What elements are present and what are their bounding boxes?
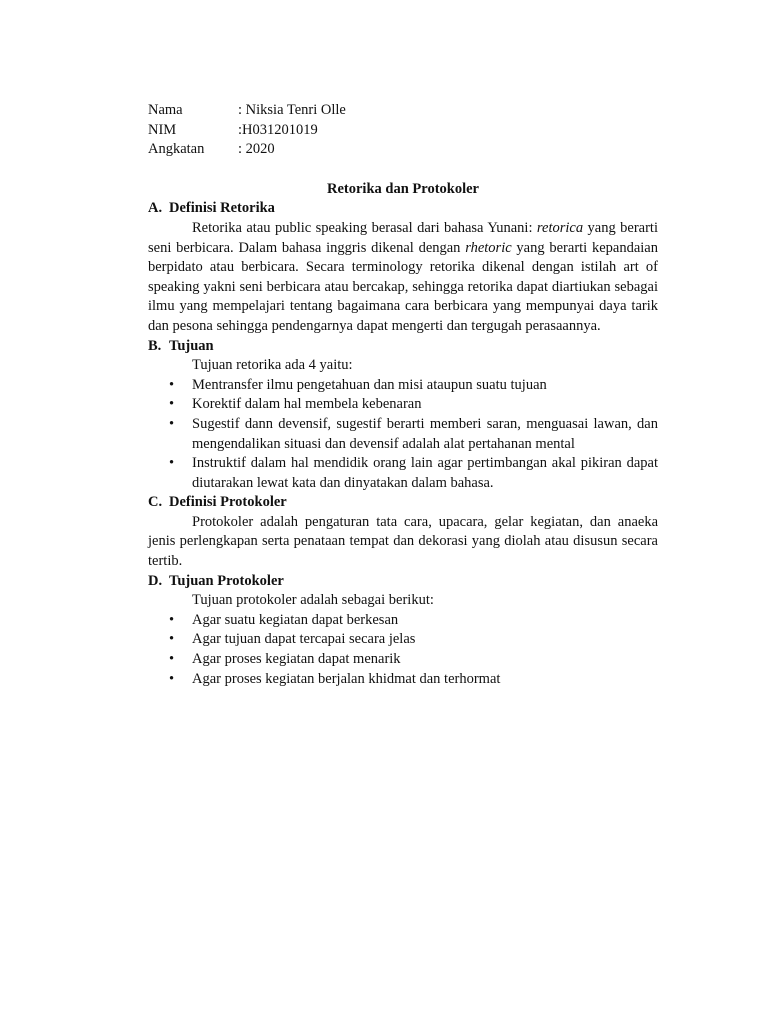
- bullet-icon: •: [169, 376, 175, 393]
- info-value: : Niksia Tenri Olle: [238, 102, 346, 118]
- list-item-text: Mentransfer ilmu pengetahuan dan misi ataupun suatu tujuan: [192, 376, 547, 393]
- section-a-paragraph: [148, 219, 658, 337]
- list-item-text: Agar suatu kegiatan dapat berkesan: [192, 611, 399, 628]
- section-title: Definisi Retorika: [169, 200, 275, 217]
- italic-term: rhetoric: [465, 239, 512, 256]
- list-item: [148, 630, 658, 650]
- bullet-icon: •: [169, 670, 175, 687]
- bullet-icon: •: [169, 415, 175, 432]
- list-item-text: Korektif dalam hal membela kebenaran: [192, 396, 422, 413]
- list-item-text: Agar proses kegiatan dapat menarik: [192, 651, 401, 668]
- info-value: : 2020: [238, 141, 275, 158]
- section-c-heading: [148, 493, 658, 513]
- section-a-heading: [148, 199, 658, 219]
- student-info: [148, 101, 658, 160]
- section-letter: C.: [148, 494, 163, 511]
- section-title: Definisi Protokoler: [169, 494, 287, 511]
- list-item-text: Instruktif dalam hal mendidik orang lain agar pertimbangan akal pikiran dapat diutarakan lewat kata dan dinyatakan dalam bahasa.: [192, 455, 658, 491]
- list-item-text: Sugestif dann devensif, sugestif berarti memberi saran, menguasai lawan, dan mengendalikan situasi dan devensif adalah alat pertahanan mental: [192, 415, 658, 452]
- bullet-icon: •: [169, 651, 175, 668]
- section-title: Tujuan Protokoler: [169, 572, 284, 589]
- paragraph-text: yang berarti seni berbicara. Dalam bahasa inggris dikenal dengan: [148, 219, 658, 256]
- list-item: [148, 454, 658, 493]
- section-letter: A.: [148, 200, 163, 217]
- section-b-heading: [148, 337, 658, 357]
- italic-term: retorica: [536, 219, 584, 236]
- bullet-icon: •: [169, 611, 175, 628]
- list-item-text: Agar tujuan dapat tercapai secara jelas: [192, 631, 416, 648]
- section-b-list: [148, 376, 658, 494]
- section-d-list: [148, 611, 658, 689]
- section-letter: D.: [148, 572, 163, 589]
- section-d-heading: [148, 572, 658, 592]
- document-title: Retorika dan Protokoler: [327, 180, 479, 197]
- list-item: [148, 395, 658, 415]
- info-label: Angkatan: [148, 141, 205, 158]
- list-item: [148, 376, 658, 396]
- bullet-icon: •: [169, 396, 175, 413]
- list-item: [148, 415, 658, 454]
- list-item: [148, 650, 658, 670]
- info-row-year: [148, 140, 658, 160]
- info-value: :H031201019: [238, 121, 318, 138]
- list-item: [148, 670, 658, 690]
- list-item: [148, 611, 658, 631]
- bullet-icon: •: [169, 631, 175, 648]
- paragraph-text: Retorika atau public speaking berasal dari bahasa Yunani:: [192, 219, 537, 236]
- info-label: NIM: [148, 121, 177, 138]
- section-d-intro: Tujuan protokoler adalah sebagai berikut:: [192, 592, 434, 609]
- section-c-paragraph: Protokoler adalah pengaturan tata cara, upacara, gelar kegiatan, dan anaeka jenis perlengkapan serta penataan tempat dan dekorasi yang diolah atau disusun secara tertib.: [148, 513, 658, 570]
- info-row-name: [148, 101, 658, 121]
- info-label: Nama: [148, 102, 183, 118]
- bullet-icon: •: [169, 455, 175, 472]
- info-row-nim: [148, 121, 658, 141]
- paragraph-text: yang berarti kepandaian berpidato atau berbicara. Secara terminology retorika dikenal dengan istilah art of speaking yakni seni berbicara atau bercakap, sehingga retorika dapat diartiukan sebagai ilmu yang mempelajari tentang bagaimana cara berbicara yang mempunyai daya tarik dan pesona sehingga pendengarnya dapat mengerti dan tergugah perasaannya.: [148, 239, 658, 334]
- section-title: Tujuan: [169, 337, 214, 354]
- list-item-text: Agar proses kegiatan berjalan khidmat dan terhormat: [192, 670, 501, 687]
- section-b-intro: Tujuan retorika ada 4 yaitu:: [192, 357, 353, 374]
- section-letter: B.: [148, 337, 162, 354]
